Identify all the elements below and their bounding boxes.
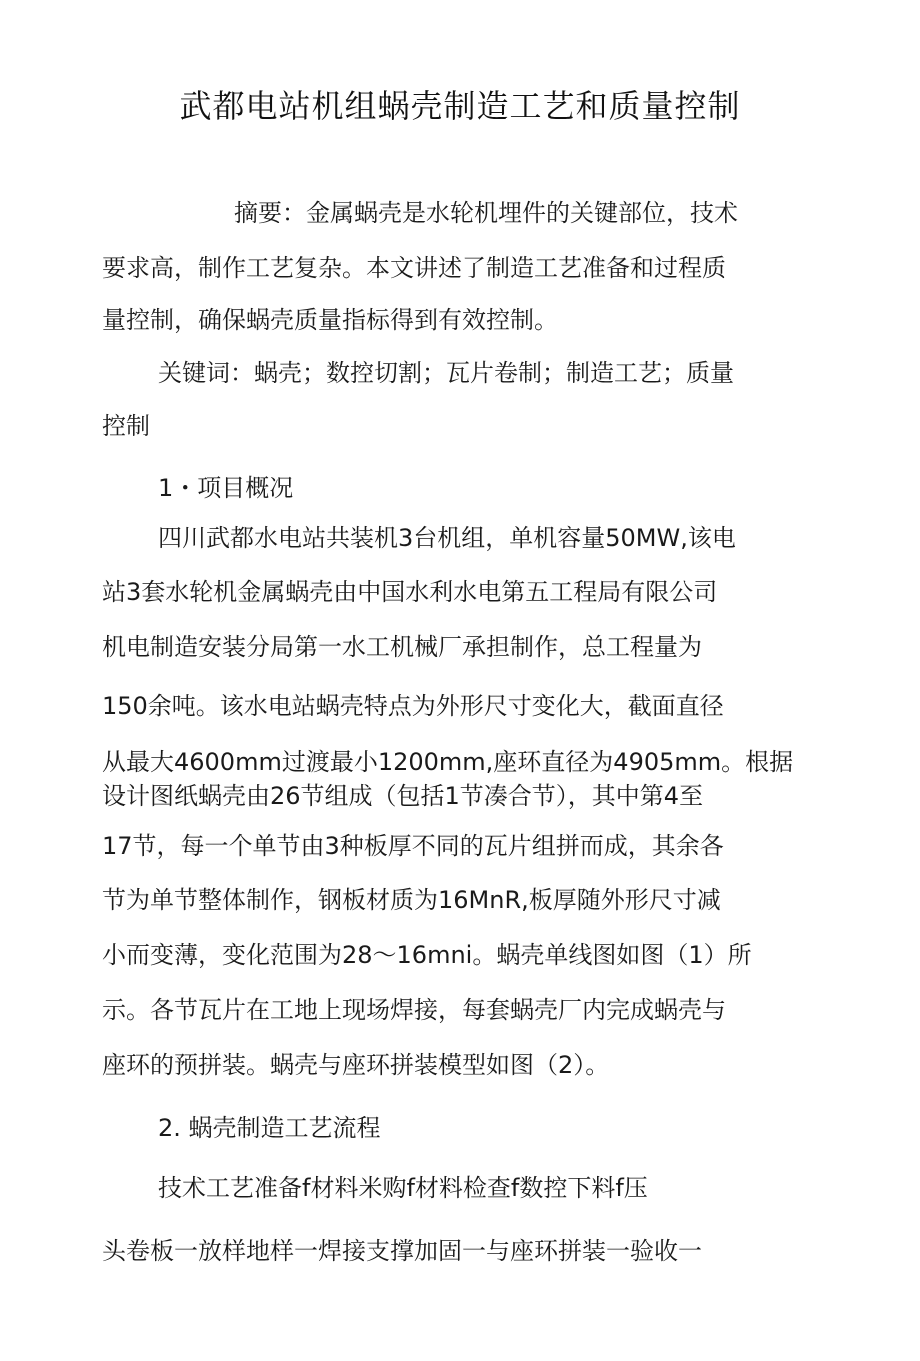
paragraph-line: 站3套水轮机金属蜗壳由中国水利水电第五工程局有限公司 bbox=[102, 578, 718, 606]
paragraph-line: 设计图纸蜗壳由26节组成（包括1节凑合节），其中第4至 bbox=[102, 782, 704, 810]
paragraph-line: 四川武都水电站共装机3台机组，单机容量50MW,该电 bbox=[158, 524, 736, 552]
paragraph-line: 机电制造安装分局第一水工机械厂承担制作，总工程量为 bbox=[102, 633, 702, 661]
abstract-line: 要求高，制作工艺复杂。本文讲述了制造工艺准备和过程质 bbox=[102, 254, 726, 282]
document-title: 武都电站机组蜗壳制造工艺和质量控制 bbox=[179, 87, 741, 125]
paragraph-line: 示。各节瓦片在工地上现场焊接，每套蜗壳厂内完成蜗壳与 bbox=[102, 996, 726, 1024]
paragraph-line: 小而变薄，变化范围为28～16mni。蜗壳单线图如图（1）所 bbox=[102, 941, 752, 969]
paragraph-line: 节为单节整体制作，钢板材质为16MnR,板厚随外形尺寸减 bbox=[102, 886, 721, 914]
abstract-line: 摘要：金属蜗壳是水轮机埋件的关键部位，技术 bbox=[234, 199, 738, 227]
keywords-line: 控制 bbox=[102, 412, 150, 440]
paragraph-line: 从最大4600mm过渡最小1200mm,座环直径为4905mm。根据 bbox=[102, 748, 794, 776]
keywords-line: 关键词：蜗壳；数控切割；瓦片卷制；制造工艺；质量 bbox=[158, 359, 734, 387]
paragraph-line: 技术工艺准备f材料米购f材料检查f数控下料f压 bbox=[158, 1174, 648, 1202]
paragraph-line: 17节，每一个单节由3种板厚不同的瓦片组拼而成，其余各 bbox=[102, 832, 724, 860]
abstract-line: 量控制，确保蜗壳质量指标得到有效控制。 bbox=[102, 306, 558, 334]
paragraph-line: 座环的预拼装。蜗壳与座环拼装模型如图（2）。 bbox=[102, 1051, 610, 1079]
section-heading: 2. 蜗壳制造工艺流程 bbox=[158, 1114, 381, 1142]
section-heading: 1・项目概况 bbox=[158, 474, 294, 502]
paragraph-line: 150余吨。该水电站蜗壳特点为外形尺寸变化大，截面直径 bbox=[102, 692, 724, 720]
paragraph-line: 头卷板一放样地样一焊接支撑加固一与座环拼装一验收一 bbox=[102, 1237, 702, 1265]
